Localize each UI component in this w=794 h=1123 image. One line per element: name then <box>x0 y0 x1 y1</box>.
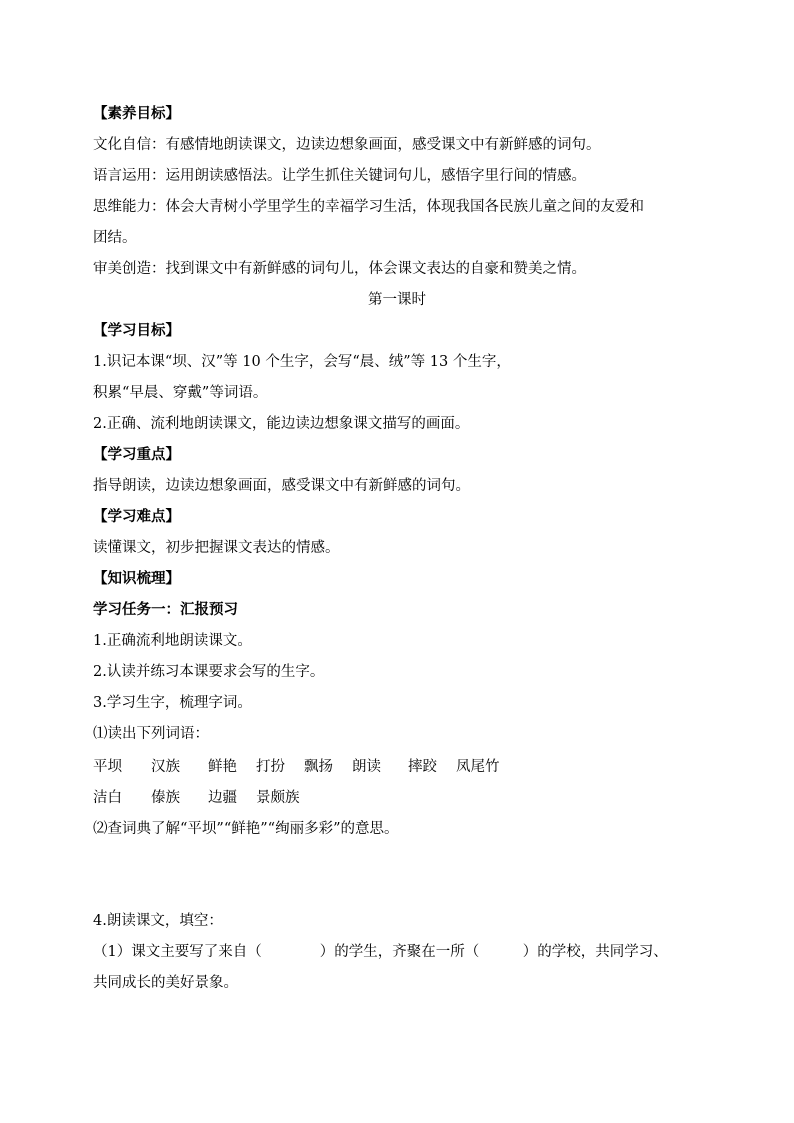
word-item: 边疆 <box>208 790 237 806</box>
word-item: 凤尾竹 <box>456 759 500 775</box>
task1-heading: 学习任务一：汇报预习 <box>93 601 238 618</box>
word-item: 朗读 <box>352 759 381 775</box>
word-item: 傣族 <box>151 790 180 806</box>
difficulty-text: 读懂课文，初步把握课文表达的情感。 <box>93 540 340 556</box>
word-item: 汉族 <box>151 759 180 775</box>
knowledge-heading: 【知识梳理】 <box>93 570 180 587</box>
goal-item-1-cont: 积累“早晨、穿戴”等词语。 <box>93 385 268 401</box>
goals-heading: 【学习目标】 <box>93 322 180 339</box>
task1-item-4: 4.朗读课文，填空： <box>93 913 223 929</box>
goal-item-1: 1.识记本课“坝、汉”等 10 个生字，会写“晨、绒”等 13 个生字， <box>93 354 511 370</box>
fill-blank-line-2: 共同成长的美好景象。 <box>93 975 238 991</box>
word-item: 洁白 <box>93 790 122 806</box>
suyang-item-aesthetic: 审美创造：找到课文中有新鲜感的词句儿，体会课文表达的自豪和赞美之情。 <box>93 261 586 277</box>
key-heading: 【学习重点】 <box>93 446 180 463</box>
word-item: 景颇族 <box>256 790 300 806</box>
task1-item-2: 2.认读并练习本课要求会写的生字。 <box>93 664 325 680</box>
suyang-item-culture: 文化自信：有感情地朗读课文，边读边想象画面，感受课文中有新鲜感的词句。 <box>93 137 601 153</box>
suyang-heading: 【素养目标】 <box>93 105 180 122</box>
suyang-item-language: 语言运用：运用朗读感悟法。让学生抓住关键词句儿，感悟字里行间的情感。 <box>93 168 586 184</box>
suyang-item-thinking: 思维能力：体会大青树小学里学生的幸福学习生活，体现我国各民族儿童之间的友爱和 <box>93 199 644 215</box>
difficulty-heading: 【学习难点】 <box>93 508 180 525</box>
goal-item-2: 2.正确、流利地朗读课文，能边读边想象课文描写的画面。 <box>93 416 470 432</box>
task1-item-3: 3.学习生字，梳理字词。 <box>93 695 252 711</box>
word-item: 飘扬 <box>304 759 333 775</box>
lesson-title: 第一课时 <box>368 292 426 308</box>
task1-item-3-sub2: ⑵查词典了解“平坝”“鲜艳”“绚丽多彩”的意思。 <box>93 821 399 837</box>
word-item: 摔跤 <box>408 759 437 775</box>
word-item: 打扮 <box>256 759 285 775</box>
fill-blank-line-1: （1）课文主要写了来自（ ）的学生，齐聚在一所（ ）的学校，共同学习、 <box>93 944 668 960</box>
word-item: 鲜艳 <box>208 759 237 775</box>
suyang-item-thinking-cont: 团结。 <box>93 230 137 246</box>
task1-item-1: 1.正确流利地朗读课文。 <box>93 633 252 649</box>
key-text: 指导朗读，边读边想象画面，感受课文中有新鲜感的词句。 <box>93 478 470 494</box>
task1-item-3-sub1: ⑴读出下列词语： <box>93 726 209 742</box>
word-item: 平坝 <box>93 759 122 775</box>
